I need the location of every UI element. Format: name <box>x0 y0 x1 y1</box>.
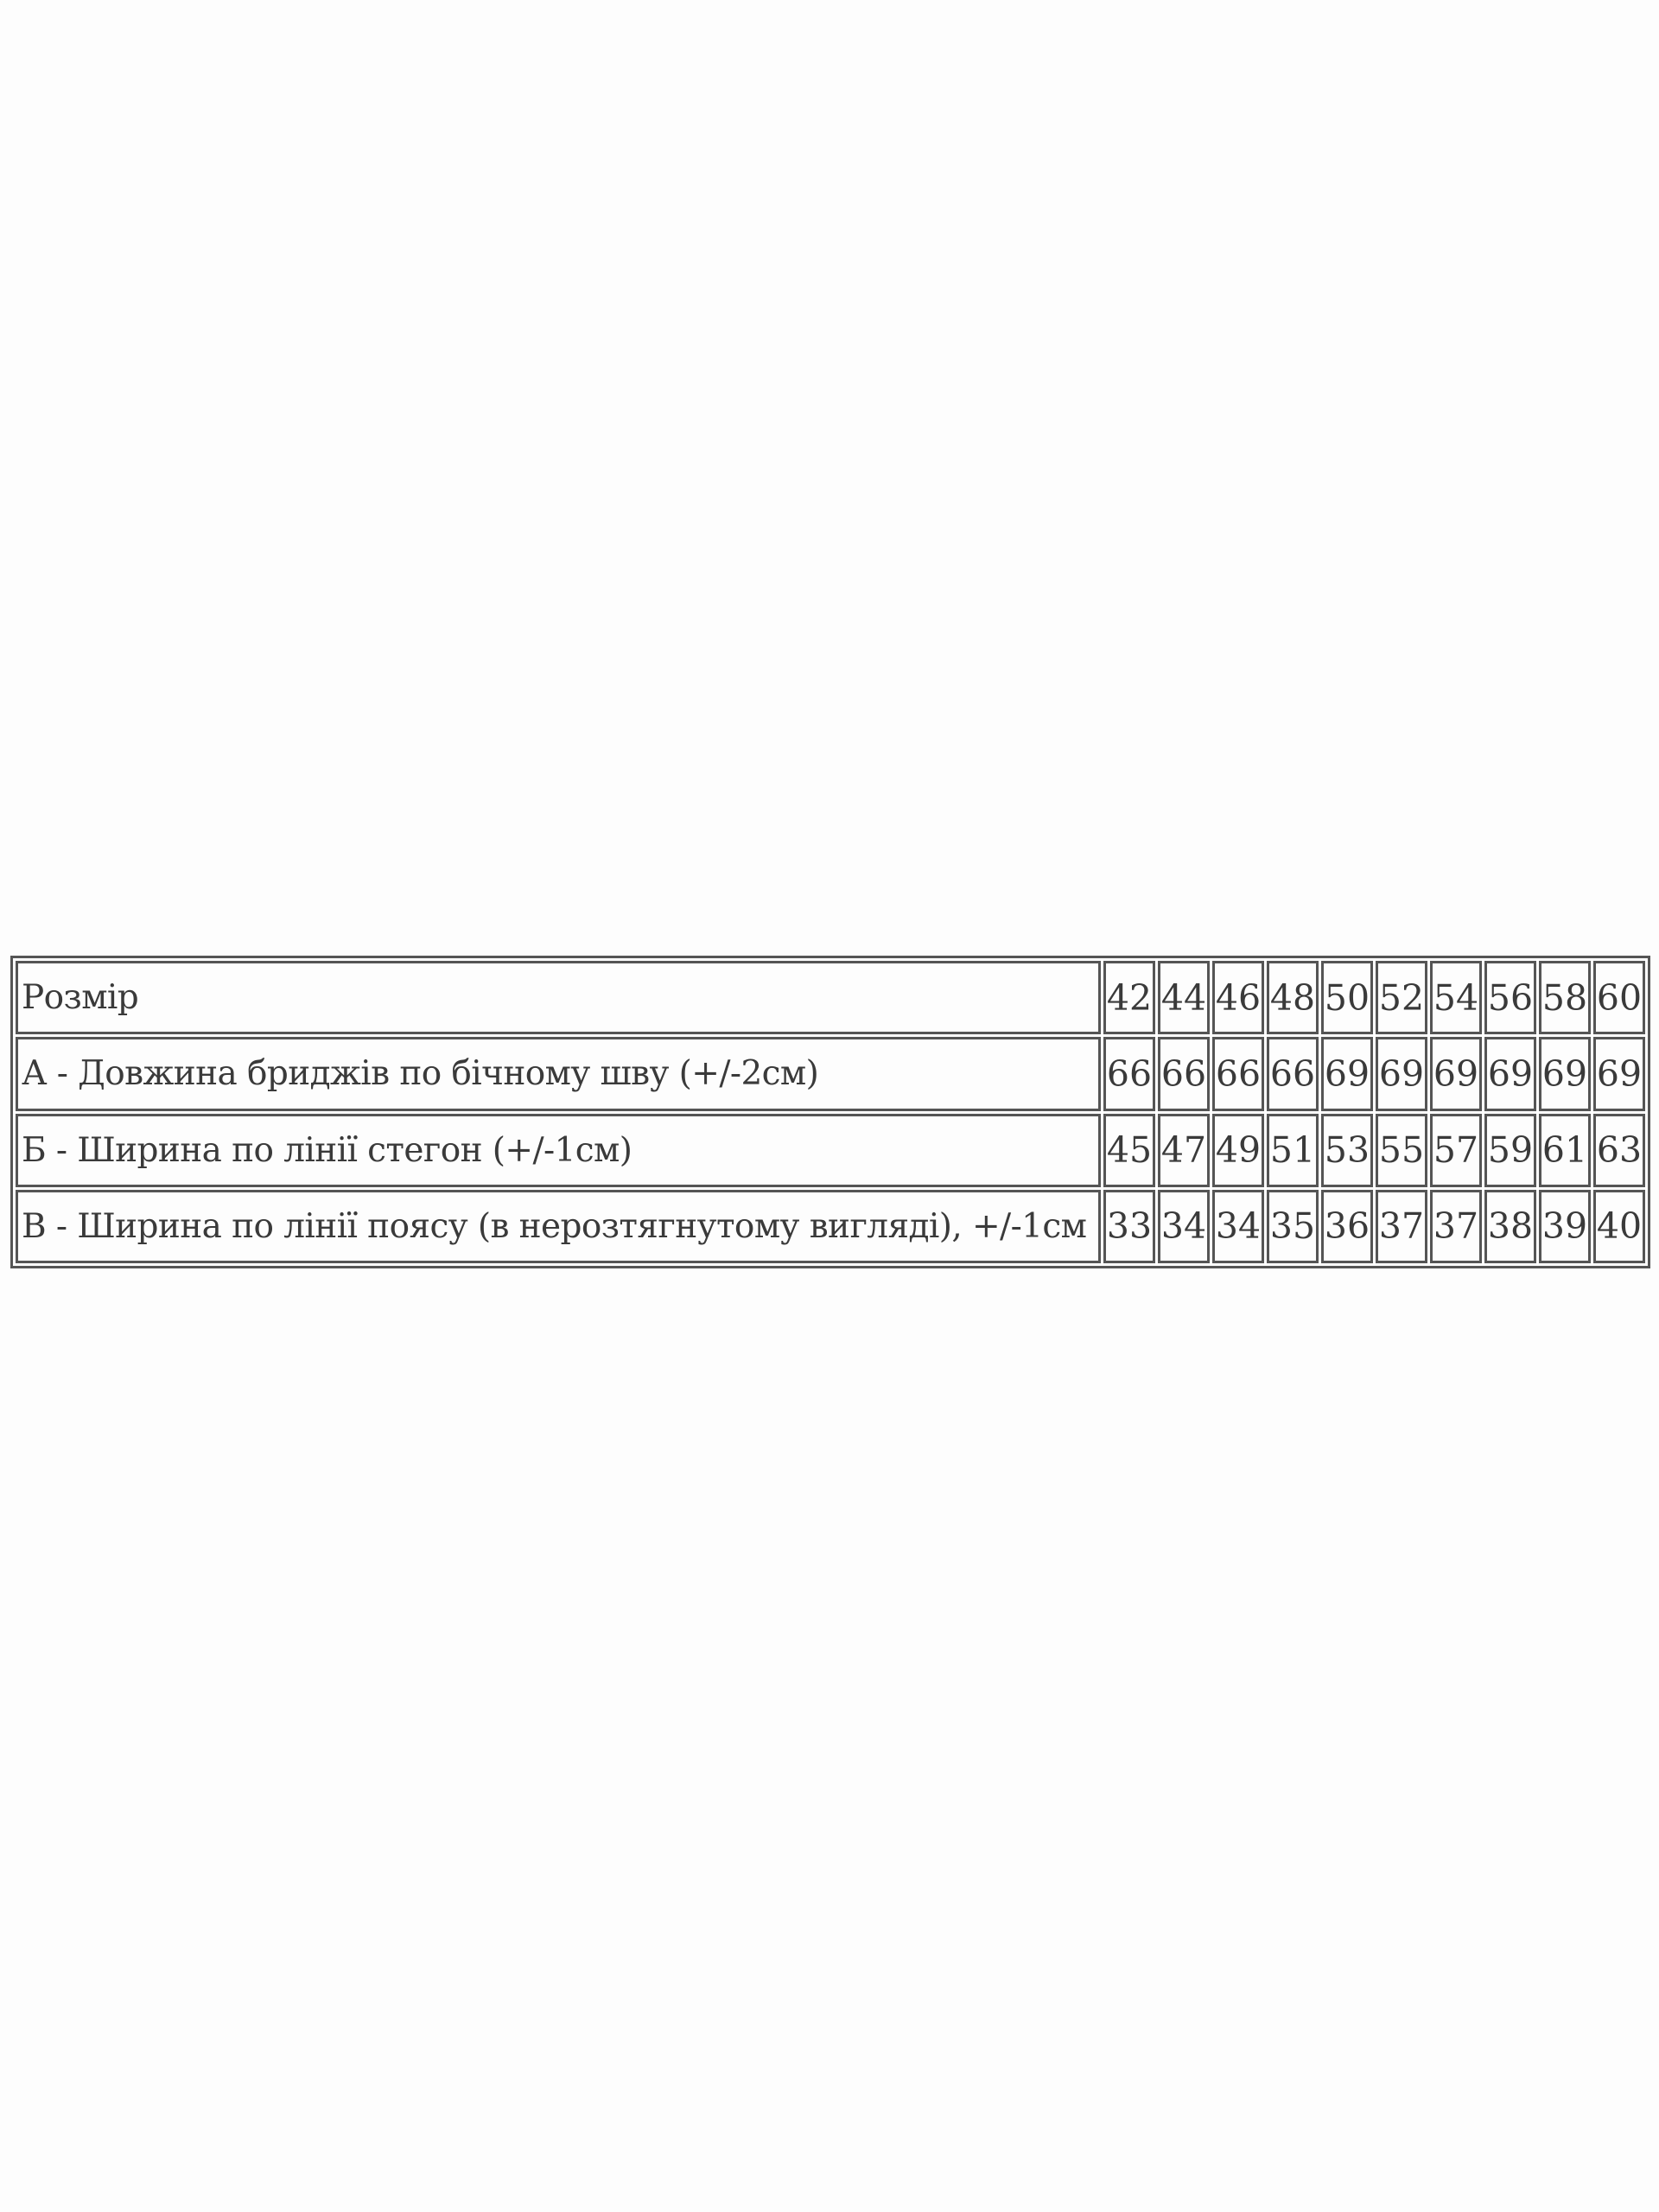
size-chart-table <box>10 956 1650 1268</box>
table-cell: 37 <box>1430 1190 1482 1263</box>
table-cell: 45 <box>1103 1114 1155 1187</box>
table-cell: 39 <box>1539 1190 1591 1263</box>
table-cell: 34 <box>1158 1190 1210 1263</box>
table-cell: 66 <box>1212 1037 1264 1110</box>
table-cell: 69 <box>1593 1037 1645 1110</box>
table-cell: 69 <box>1321 1037 1373 1110</box>
table-cell: 66 <box>1158 1037 1210 1110</box>
table-cell: 54 <box>1430 961 1482 1034</box>
table-cell: 66 <box>1103 1037 1155 1110</box>
hip-width-row <box>16 1114 1645 1187</box>
table-cell: 69 <box>1539 1037 1591 1110</box>
table-cell: 56 <box>1484 961 1536 1034</box>
table-cell: 48 <box>1267 961 1319 1034</box>
row-label-hip-width: Б - Ширина по лінії стегон (+/-1см) <box>16 1114 1101 1187</box>
table-cell: 69 <box>1484 1037 1536 1110</box>
table-cell: 66 <box>1267 1037 1319 1110</box>
table-cell: 69 <box>1430 1037 1482 1110</box>
table-cell: 42 <box>1103 961 1155 1034</box>
table-cell: 40 <box>1593 1190 1645 1263</box>
table-cell: 47 <box>1158 1114 1210 1187</box>
row-label-size: Розмір <box>16 961 1101 1034</box>
row-label-length: А - Довжина бриджів по бічному шву (+/-2см) <box>16 1037 1101 1110</box>
table-cell: 38 <box>1484 1190 1536 1263</box>
row-label-waist-width: В - Ширина по лінії поясу (в нерозтягнутому вигляді), +/-1см <box>16 1190 1101 1263</box>
size-row <box>16 961 1645 1034</box>
table-cell: 63 <box>1593 1114 1645 1187</box>
table-cell: 36 <box>1321 1190 1373 1263</box>
length-row <box>16 1037 1645 1110</box>
table-cell: 53 <box>1321 1114 1373 1187</box>
table-cell: 60 <box>1593 961 1645 1034</box>
table-cell: 58 <box>1539 961 1591 1034</box>
table-cell: 55 <box>1376 1114 1427 1187</box>
table-cell: 52 <box>1376 961 1427 1034</box>
table-cell: 61 <box>1539 1114 1591 1187</box>
table-cell: 59 <box>1484 1114 1536 1187</box>
table-cell: 51 <box>1267 1114 1319 1187</box>
table-cell: 69 <box>1376 1037 1427 1110</box>
table-cell: 50 <box>1321 961 1373 1034</box>
table-cell: 57 <box>1430 1114 1482 1187</box>
table-cell: 33 <box>1103 1190 1155 1263</box>
table-cell: 35 <box>1267 1190 1319 1263</box>
table-cell: 49 <box>1212 1114 1264 1187</box>
table-cell: 34 <box>1212 1190 1264 1263</box>
waist-width-row <box>16 1190 1645 1263</box>
table-cell: 46 <box>1212 961 1264 1034</box>
table-cell: 37 <box>1376 1190 1427 1263</box>
table-cell: 44 <box>1158 961 1210 1034</box>
